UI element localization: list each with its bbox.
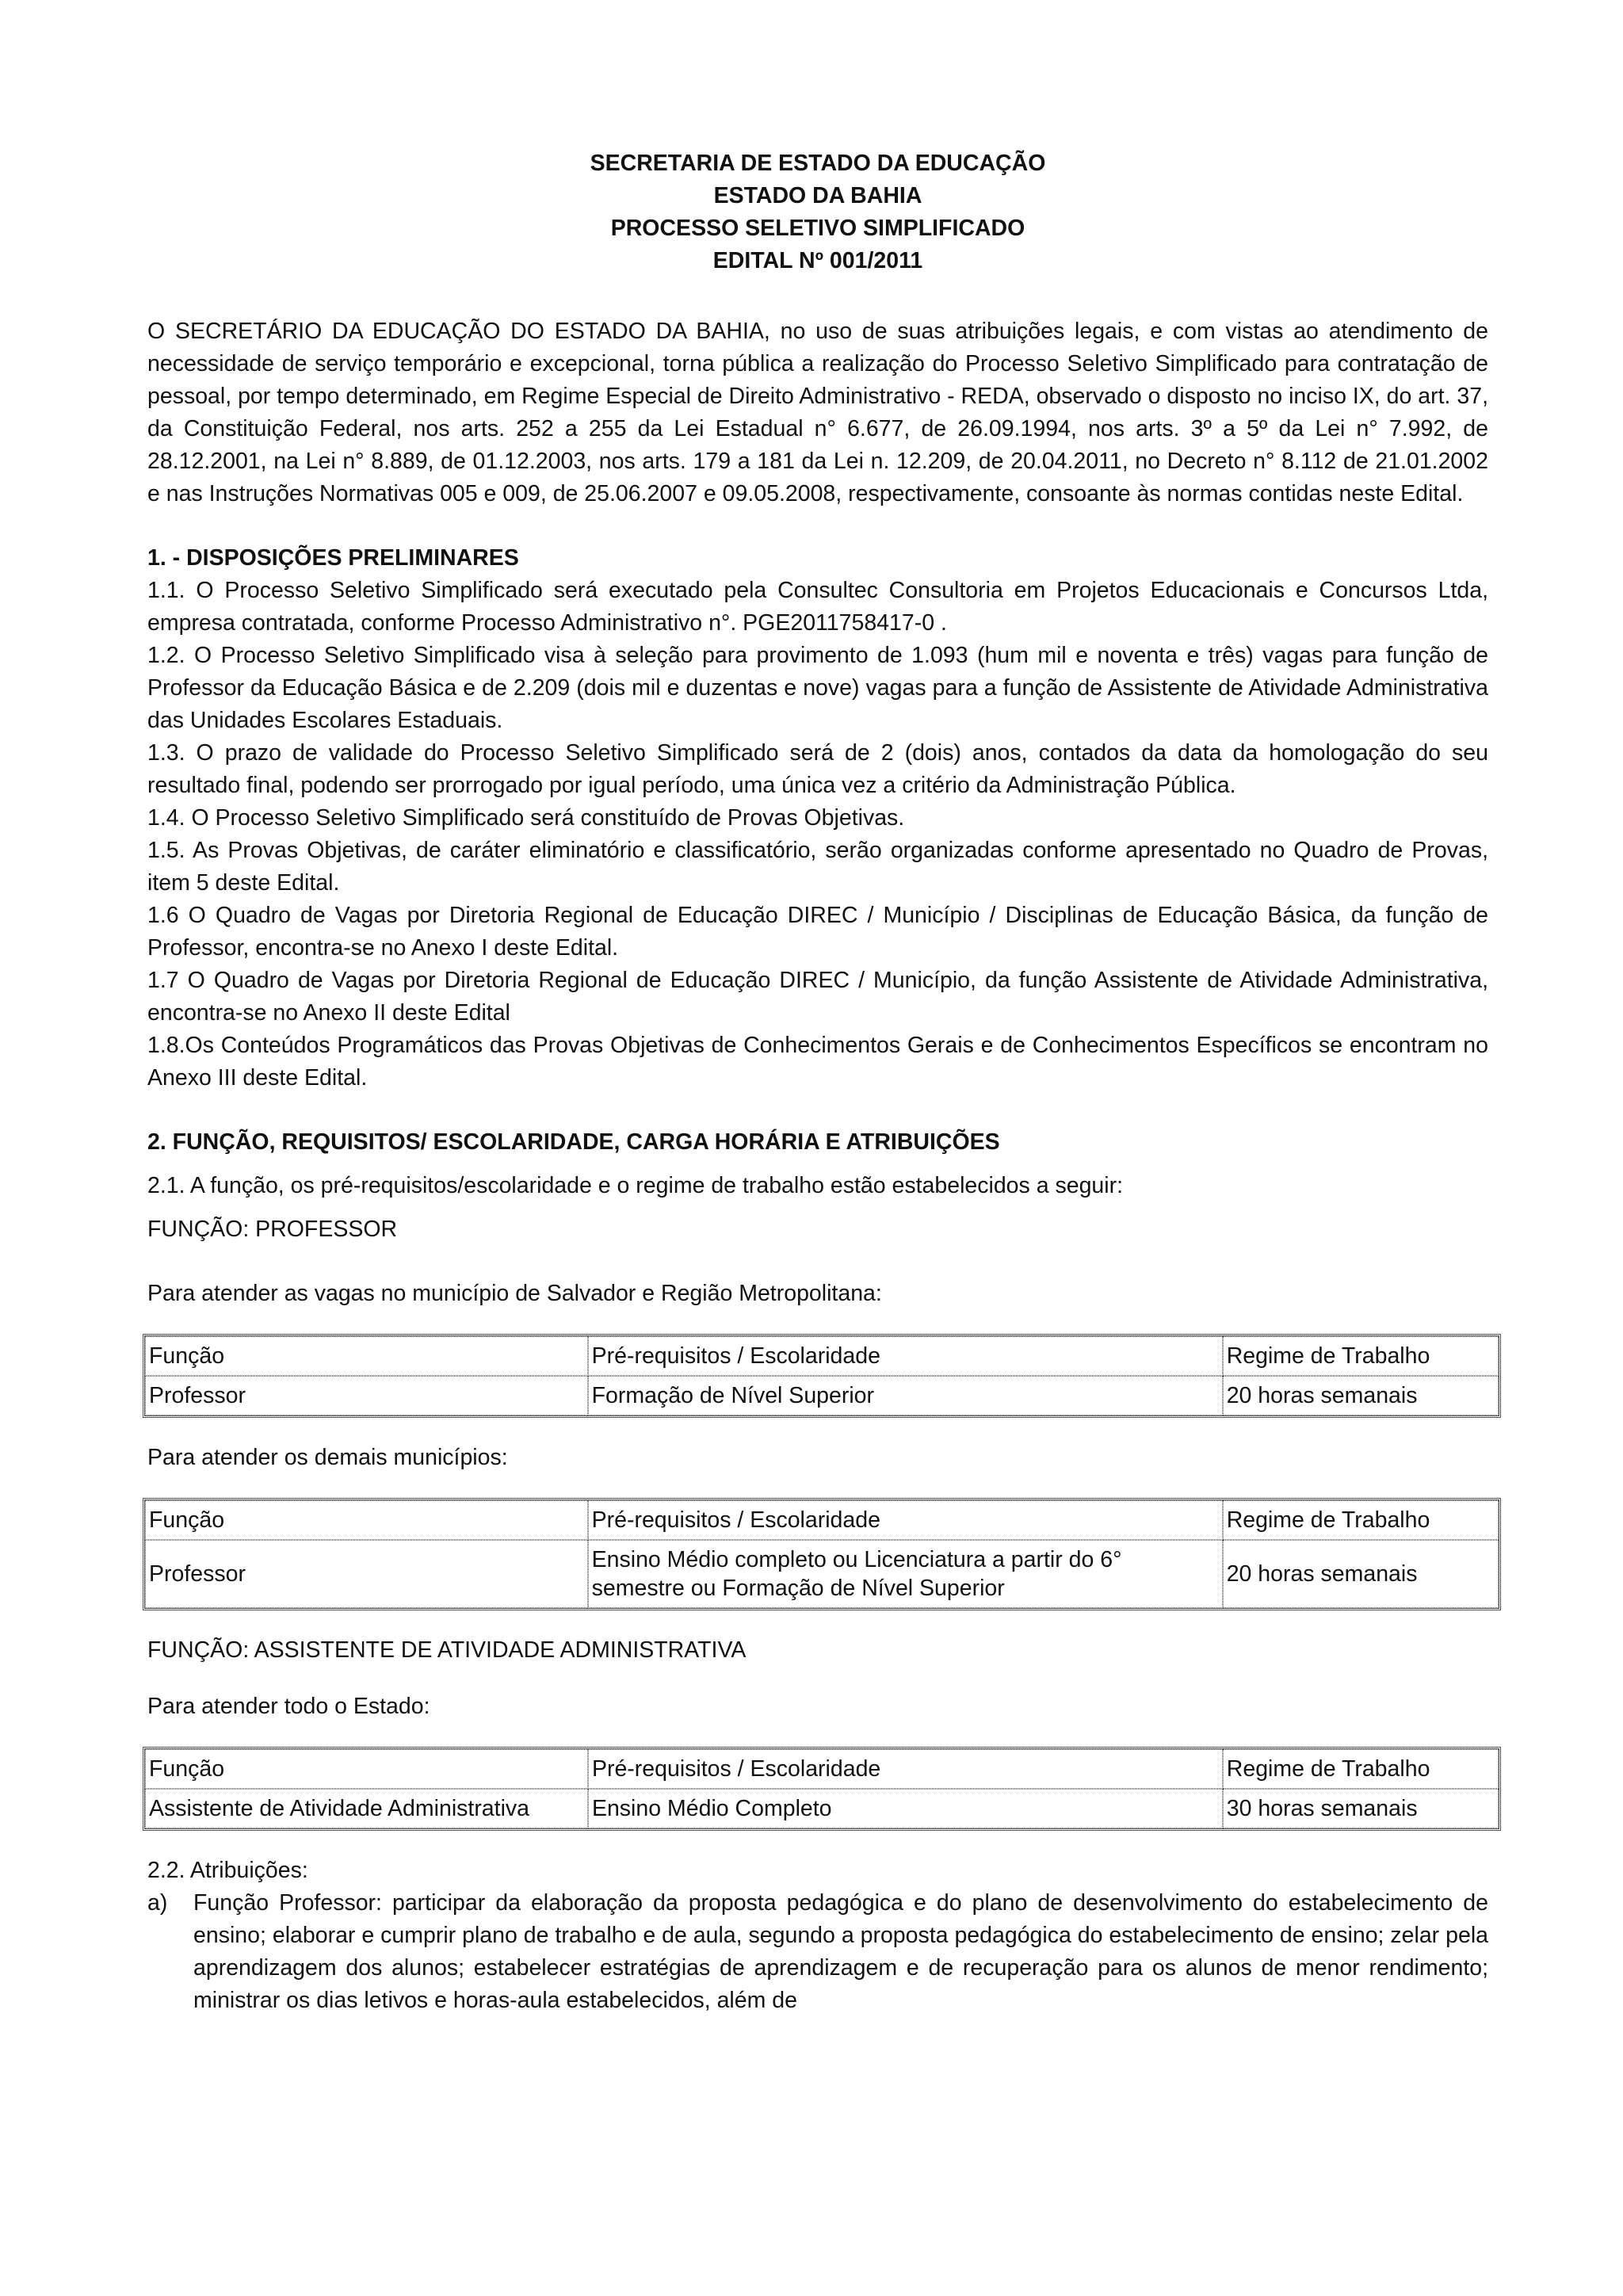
funcao-professor-label: FUNÇÃO: PROFESSOR <box>147 1217 398 1242</box>
cell-requisitos: Ensino Médio Completo <box>588 1789 1223 1828</box>
header-regime: Regime de Trabalho <box>1223 1336 1499 1376</box>
document-header <box>147 147 1488 277</box>
table-row <box>145 1789 1499 1828</box>
demais-label: Para atender os demais municípios: <box>147 1445 508 1470</box>
cell-regime: 30 horas semanais <box>1223 1789 1499 1828</box>
table-header-row <box>145 1500 1499 1540</box>
header-regime: Regime de Trabalho <box>1223 1500 1499 1540</box>
table-header-row <box>145 1749 1499 1789</box>
header-funcao: Função <box>145 1500 588 1540</box>
cell-funcao: Professor <box>145 1376 588 1415</box>
item-1-3: 1.3. O prazo de validade do Processo Seletivo Simplificado será de 2 (dois) anos, contados da data da homologação do seu resultado final, podendo ser prorrogado por igual período, uma única vez a critério da Administração Pública. <box>147 740 1488 798</box>
item-1-6: 1.6 O Quadro de Vagas por Diretoria Regional de Educação DIREC / Município / Disciplinas de Educação Básica, da função de Professor, encontra-se no Anexo I deste Edital. <box>147 903 1488 961</box>
header-regime: Regime de Trabalho <box>1223 1749 1499 1789</box>
header-requisitos: Pré-requisitos / Escolaridade <box>588 1749 1223 1789</box>
header-estado: ESTADO DA BAHIA <box>713 183 922 208</box>
document-page <box>147 147 1488 2017</box>
item-1-1: 1.1. O Processo Seletivo Simplificado será executado pela Consultec Consultoria em Projetos Educacionais e Concursos Ltda, empresa contratada, conforme Processo Administrativo n°. PGE2011758417-0 . <box>147 578 1488 636</box>
header-requisitos: Pré-requisitos / Escolaridade <box>588 1500 1223 1540</box>
cell-requisitos <box>588 1540 1223 1608</box>
header-edital: EDITAL Nº 001/2011 <box>712 248 923 273</box>
table-row <box>145 1540 1499 1608</box>
intro-paragraph: O SECRETÁRIO DA EDUCAÇÃO DO ESTADO DA BAHIA, no uso de suas atribuições legais, e com vistas ao atendimento de necessidade de serviço temporário e excepcional, torna pública a realização do Processo Seletivo Simplificado para contratação de pessoal, por tempo determinado, em Regime Especial de Direito Administrativo - REDA, observado o disposto no inciso IX, do art. 37, da Constituição Federal, nos arts. 252 a 255 da Lei Estadual n° 6.677, de 26.09.1994, nos arts. 3º a 5º da Lei n° 7.992, de 28.12.2001, na Lei n° 8.889, de 01.12.2003, nos arts. 179 a 181 da Lei n. 12.209, de 20.04.2011, no Decreto n° 8.112 de 21.01.2002 e nas Instruções Normativas 005 e 009, de 25.06.2007 e 09.05.2008, respectivamente, consoante às normas contidas neste Edital. <box>147 319 1488 506</box>
item-1-8: 1.8.Os Conteúdos Programáticos das Provas Objetivas de Conhecimentos Gerais e de Conhecimentos Específicos se encontram no Anexo III deste Edital. <box>147 1033 1488 1091</box>
table-demais <box>143 1498 1501 1610</box>
table-header-row <box>145 1336 1499 1376</box>
funcao-assistente-label: FUNÇÃO: ASSISTENTE DE ATIVIDADE ADMINISTRATIVA <box>147 1637 747 1663</box>
cell-funcao: Assistente de Atividade Administrativa <box>145 1789 588 1828</box>
item-1-7: 1.7 O Quadro de Vagas por Diretoria Regional de Educação DIREC / Município, da função Assistente de Atividade Administrativa, encontra-se no Anexo II deste Edital <box>147 968 1488 1026</box>
header-processo: PROCESSO SELETIVO SIMPLIFICADO <box>610 216 1025 241</box>
cell-requisitos-line-2: semestre ou Formação de Nível Superior <box>591 1576 1005 1601</box>
atribuicoes-title: 2.2. Atribuições: <box>147 1858 308 1883</box>
item-1-4: 1.4. O Processo Seletivo Simplificado será constituído de Provas Objetivas. <box>147 805 905 831</box>
item-1-5: 1.5. As Provas Objetivas, de caráter eliminatório e classificatório, serão organizadas conforme apresentado no Quadro de Provas, item 5 deste Edital. <box>147 838 1488 896</box>
atribuicao-a-text: Função Professor: participar da elaboração da proposta pedagógica e do plano de desenvolvimento do estabelecimento de ensino; elaborar e cumprir plano de trabalho e de aula, segundo a proposta pedagógica do estabelecimento de ensino; zelar pela aprendizagem dos alunos; estabelecer estratégias de aprendizagem e de recuperação para os alunos de menor rendimento; ministrar os dias letivos e horas-aula estabelecidos, além de <box>193 1890 1488 2013</box>
table-salvador <box>143 1334 1501 1418</box>
table-estado <box>143 1747 1501 1831</box>
cell-requisitos: Formação de Nível Superior <box>588 1376 1223 1415</box>
estado-label: Para atender todo o Estado: <box>147 1694 430 1719</box>
section-2-title: 2. FUNÇÃO, REQUISITOS/ ESCOLARIDADE, CARGA HORÁRIA E ATRIBUIÇÕES <box>147 1129 1000 1155</box>
header-requisitos: Pré-requisitos / Escolaridade <box>588 1336 1223 1376</box>
cell-regime: 20 horas semanais <box>1223 1376 1499 1415</box>
item-2-1: 2.1. A função, os pré-requisitos/escolaridade e o regime de trabalho estão estabelecidos a seguir: <box>147 1173 1124 1198</box>
header-funcao: Função <box>145 1336 588 1376</box>
atribuicao-a <box>147 1887 1488 2017</box>
salvador-label: Para atender as vagas no município de Salvador e Região Metropolitana: <box>147 1281 882 1306</box>
header-funcao: Função <box>145 1749 588 1789</box>
item-1-2: 1.2. O Processo Seletivo Simplificado visa à seleção para provimento de 1.093 (hum mil e noventa e três) vagas para função de Professor da Educação Básica e de 2.209 (dois mil e duzentas e nove) vagas para a função de Assistente de Atividade Administrativa das Unidades Escolares Estaduais. <box>147 643 1488 733</box>
cell-funcao: Professor <box>145 1540 588 1608</box>
cell-regime: 20 horas semanais <box>1223 1540 1499 1608</box>
table-row <box>145 1376 1499 1415</box>
cell-requisitos-line-1: Ensino Médio completo ou Licenciatura a partir do 6° <box>591 1547 1122 1572</box>
header-secretaria: SECRETARIA DE ESTADO DA EDUCAÇÃO <box>590 151 1046 176</box>
section-1-title: 1. - DISPOSIÇÕES PRELIMINARES <box>147 545 519 571</box>
atribuicao-a-marker: a) <box>147 1890 168 1916</box>
